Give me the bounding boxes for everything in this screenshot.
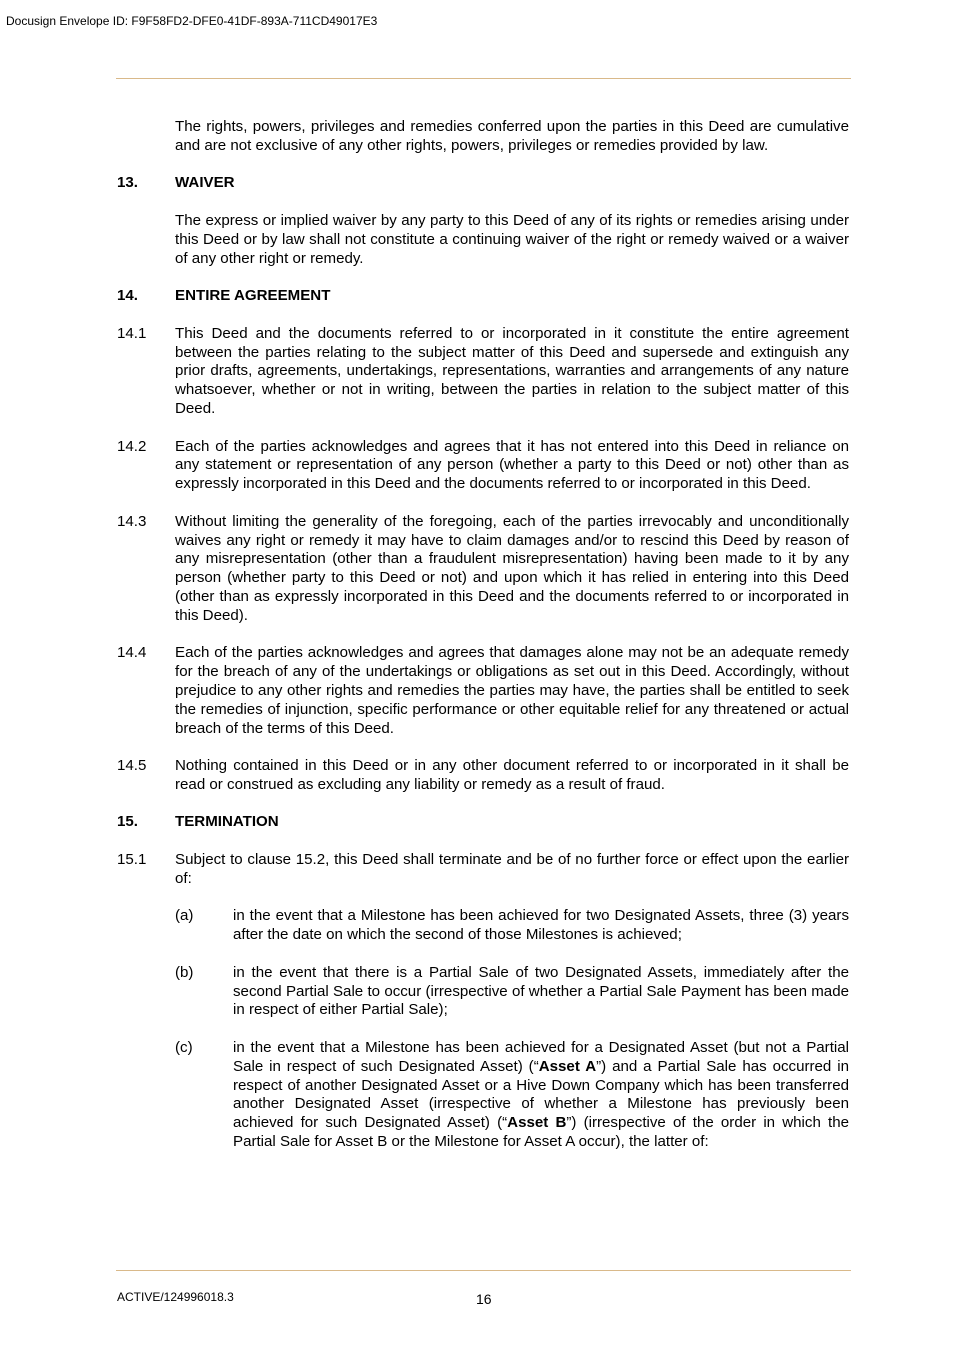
clause-14-2 <box>117 438 849 494</box>
sub-clause-b <box>175 964 849 1020</box>
clause-text: Each of the parties acknowledges and agrees that damages alone may not be an adequate remedy for the breach of any of the undertakings or obligations as set out in this Deed. Accordingly, without prejudice to any other rights and remedies the parties may have, the parties shall be entitled to seek the remedies of injunction, specific performance or other equitable relief for any threatened or actual breach of the terms of this Deed. <box>175 644 849 737</box>
clause-text: The express or implied waiver by any party to this Deed of any of its rights or remedies arising under this Deed or by law shall not constitute a continuing waiver of the right or remedy waived or a waiver of any other right or remedy. <box>175 211 849 267</box>
document-reference: ACTIVE/124996018.3 <box>117 1290 234 1304</box>
clause-14-1 <box>117 325 849 419</box>
defined-term-asset-a: Asset A <box>538 1057 597 1075</box>
page-number: 16 <box>476 1291 492 1307</box>
header-rule <box>116 78 851 79</box>
section-number: 14. <box>117 287 138 305</box>
clause-number: 14.4 <box>117 644 147 662</box>
clause-number: 15.1 <box>117 851 147 869</box>
clause-number: 14.3 <box>117 512 147 530</box>
sub-clause-c <box>175 1039 849 1152</box>
section-number: 13. <box>117 174 138 192</box>
sub-clause-label: (b) <box>175 963 194 981</box>
clause-14-4 <box>117 644 849 738</box>
section-title: WAIVER <box>175 174 235 192</box>
sub-clause-label: (c) <box>175 1039 193 1057</box>
text-run: in the event that a Milestone has been achieved for a Designated Asset (but not a Partial Sale in respect of such Designated Asset) (“ <box>233 1039 849 1075</box>
clause-number: 14.5 <box>117 757 147 775</box>
clause-text: Without limiting the generality of the foregoing, each of the parties irrevocably and unconditionally waives any right or remedy it may have to claim damages and/or to rescind this Deed by reason of any misrepresentation (other than a fraudulent misrepresentation) having been made to it by any person (whether party to this Deed or not) and upon which it has relied in entering into this Deed (other than as expressly incorporated in this Deed and the documents referred to or incorporated in this Deed). <box>175 512 849 624</box>
document-body <box>117 118 849 1171</box>
intro-clause <box>117 118 849 156</box>
sub-clause-a <box>175 907 849 945</box>
clause-14-3 <box>117 513 849 626</box>
sub-clause-label: (a) <box>175 907 194 925</box>
section-14-heading <box>117 287 849 306</box>
section-title: ENTIRE AGREEMENT <box>175 287 331 305</box>
section-13-heading <box>117 174 849 193</box>
section-title: TERMINATION <box>175 813 279 831</box>
clause-text: Subject to clause 15.2, this Deed shall terminate and be of no further force or effect upon the earlier of: <box>175 851 849 887</box>
clause-number <box>117 118 175 156</box>
clause-14-5 <box>117 757 849 795</box>
footer-rule <box>116 1270 851 1271</box>
clause-15-1 <box>117 851 849 889</box>
section-15-heading <box>117 813 849 832</box>
envelope-id: Docusign Envelope ID: F9F58FD2-DFE0-41DF-893A-711CD49017E3 <box>6 14 378 28</box>
clause-number: 14.2 <box>117 437 147 455</box>
sub-clause-text: in the event that there is a Partial Sale of two Designated Assets, immediately after the second Partial Sale to occur (irrespective of whether a Partial Sale Payment has been made in respect of either Partial Sale); <box>233 963 849 1019</box>
sub-clause-text <box>233 1039 849 1152</box>
section-number: 15. <box>117 813 138 831</box>
clause-text: Nothing contained in this Deed or in any other document referred to or incorporated in it shall be read or construed as excluding any liability or remedy as a result of fraud. <box>175 757 849 793</box>
sub-clause-text: in the event that a Milestone has been achieved for two Designated Assets, three (3) years after the date on which the second of those Milestones is achieved; <box>233 907 849 944</box>
text-run: ”) (irrespective of the order in which the Partial Sale for Asset B or the Milestone for Asset A occur), the latter of: <box>233 1114 849 1151</box>
clause-text: Each of the parties acknowledges and agrees that it has not entered into this Deed in reliance on any statement or representation of any person (whether a party to this Deed or not) other than as expressly incorporated in this Deed and the documents referred to or incorporated in this Deed. <box>175 437 849 493</box>
clause-text: This Deed and the documents referred to or incorporated in it constitute the entire agreement between the parties relating to the subject matter of this Deed and supersede and extinguish any prior drafts, agreements, undertakings, representations, warranties and arrangements of any nature whatsoever, whether or not in writing, between the parties in relation to the subject matter of this Deed. <box>175 324 849 417</box>
clause-number: 14.1 <box>117 324 147 342</box>
clause-text: The rights, powers, privileges and remedies conferred upon the parties in this Deed are cumulative and are not exclusive of any other rights, powers, privileges or remedies provided by law. <box>175 118 849 154</box>
defined-term-asset-b: Asset B <box>507 1114 567 1132</box>
section-13-body <box>117 212 849 268</box>
text-run: ”) and a Partial Sale has occurred in respect of another Designated Asset or a Hive Down Company which has been transferred another Designated Asset (irrespective of whether a Milestone has previously been achieved for such Designated Asset) (“ <box>233 1057 849 1132</box>
